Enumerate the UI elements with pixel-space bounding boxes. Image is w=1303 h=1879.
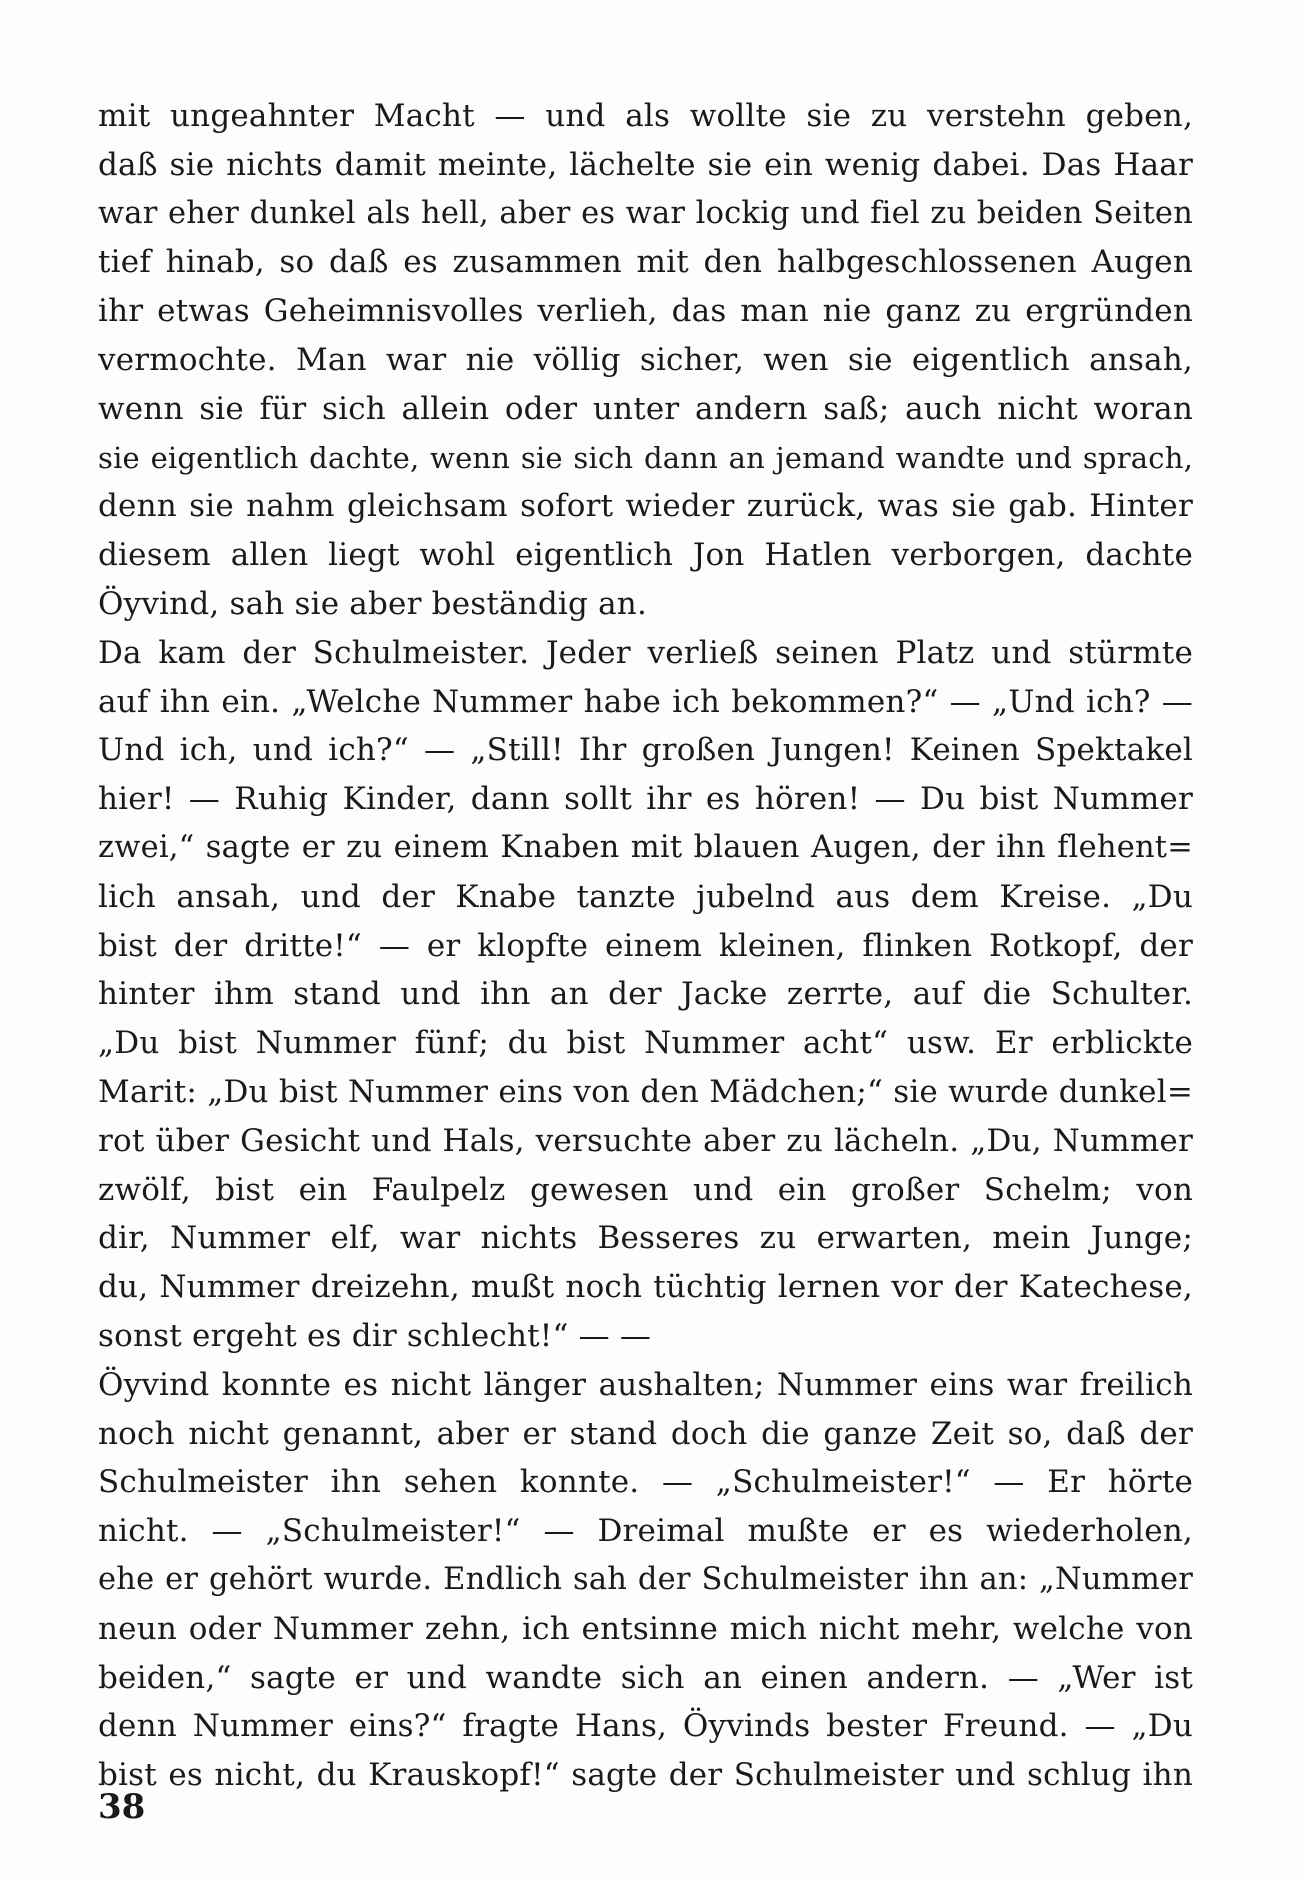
text-line: noch nicht genannt, aber er stand doch die ganze Zeit so, daß der	[98, 1415, 1193, 1452]
text-line: „Du bist Nummer fünf; du bist Nummer acht“ usw. Er erblickte	[98, 1025, 1193, 1062]
page-number: 38	[98, 1787, 146, 1827]
text-line: lich ansah, und der Knabe tanzte jubelnd aus dem Kreise. „Du	[98, 878, 1193, 915]
text-line: ihr etwas Geheimnisvolles verlieh, das man nie ganz zu ergründen	[98, 293, 1193, 330]
text-line: sie eigentlich dachte, wenn sie sich dann an jemand wandte und sprach,	[98, 440, 1193, 475]
text-line: tief hinab, so daß es zusammen mit den halbgeschlossenen Augen	[98, 244, 1193, 281]
text-line: denn sie nahm gleichsam sofort wieder zurück, was sie gab. Hinter	[98, 488, 1193, 525]
text-line: hinter ihm stand und ihn an der Jacke zerrte, auf die Schulter.	[98, 976, 1193, 1013]
text-line: Öyvind, sah sie aber beständig an.	[98, 585, 648, 622]
text-line: Und ich, und ich?“ — „Still! Ihr großen Jungen! Keinen Spektakel	[98, 732, 1193, 769]
body-text	[98, 92, 1193, 1800]
text-line: bist der dritte!“ — er klopfte einem kleinen, flinken Rotkopf, der	[98, 927, 1193, 964]
text-line: ehe er gehört wurde. Endlich sah der Schulmeister ihn an: „Nummer	[98, 1561, 1193, 1597]
text-line: bist es nicht, du Krauskopf!“ sagte der Schulmeister und schlug ihn	[98, 1757, 1193, 1794]
text-line: wenn sie für sich allein oder unter andern saß; auch nicht woran	[98, 390, 1193, 427]
text-line: du, Nummer dreizehn, mußt noch tüchtig lernen vor der Katechese,	[98, 1269, 1193, 1306]
text-line: denn Nummer eins?“ fragte Hans, Öyvinds bester Freund. — „Du	[98, 1708, 1193, 1745]
text-line: zwei,“ sagte er zu einem Knaben mit blauen Augen, der ihn flehent=	[98, 829, 1193, 865]
text-line: rot über Gesicht und Hals, versuchte aber zu lächeln. „Du, Nummer	[98, 1122, 1193, 1159]
text-line: vermochte. Man war nie völlig sicher, wen sie eigentlich ansah,	[98, 341, 1193, 378]
text-line: Da kam der Schulmeister. Jeder verließ seinen Platz und stürmte	[98, 634, 1193, 671]
text-line: daß sie nichts damit meinte, lächelte sie ein wenig dabei. Das Haar	[98, 146, 1193, 183]
text-line: dir, Nummer elf, war nichts Besseres zu erwarten, mein Junge;	[98, 1220, 1193, 1257]
text-line: neun oder Nummer zehn, ich entsinne mich nicht mehr, welche von	[98, 1610, 1193, 1647]
text-line: nicht. — „Schulmeister!“ — Dreimal mußte er es wiederholen,	[98, 1513, 1193, 1550]
text-line: hier! — Ruhig Kinder, dann sollt ihr es hören! — Du bist Nummer	[98, 781, 1193, 818]
text-line: zwölf, bist ein Faulpelz gewesen und ein großer Schelm; von	[98, 1171, 1193, 1208]
text-line: sonst ergeht es dir schlecht!“ — —	[98, 1317, 652, 1354]
text-line: Marit: „Du bist Nummer eins von den Mädchen;“ sie wurde dunkel=	[98, 1073, 1193, 1110]
text-line: auf ihn ein. „Welche Nummer habe ich bekommen?“ — „Und ich? —	[98, 683, 1193, 720]
text-line: diesem allen liegt wohl eigentlich Jon Hatlen verborgen, dachte	[98, 537, 1193, 574]
text-line: war eher dunkel als hell, aber es war lockig und fiel zu beiden Seiten	[98, 195, 1193, 231]
text-line: mit ungeahnter Macht — und als wollte sie zu verstehn geben,	[98, 98, 1193, 134]
text-line: Öyvind konnte es nicht länger aushalten; Nummer eins war freilich	[98, 1366, 1193, 1403]
text-line: Schulmeister ihn sehen konnte. — „Schulmeister!“ — Er hörte	[98, 1464, 1193, 1501]
text-line: beiden,“ sagte er und wandte sich an einen andern. — „Wer ist	[98, 1659, 1193, 1696]
